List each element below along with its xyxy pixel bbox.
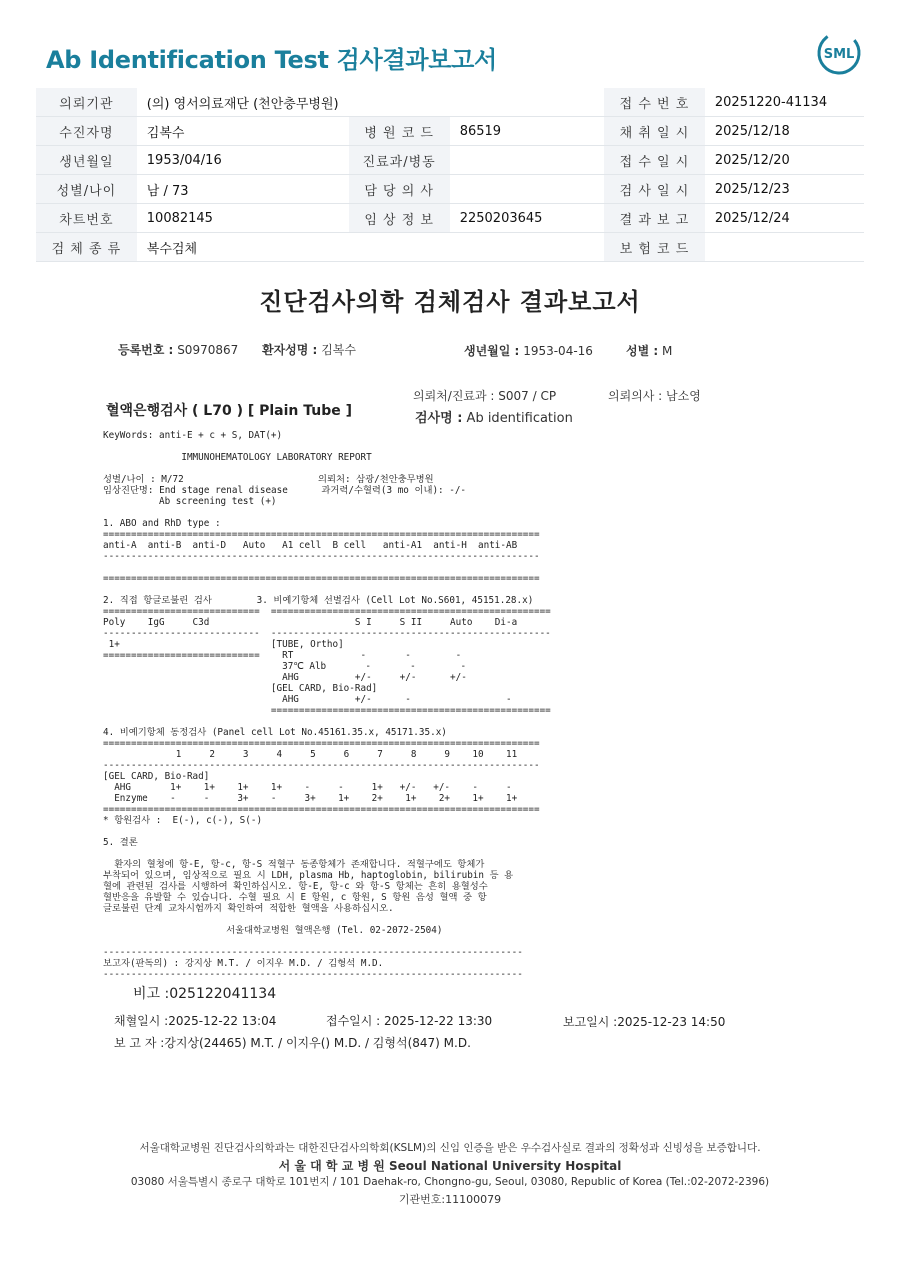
info-row xyxy=(36,146,864,175)
info-label: 검 사 일 시 xyxy=(604,175,705,204)
info-label xyxy=(349,233,450,262)
info-label: 검 체 종 류 xyxy=(36,233,137,262)
info-label: 생년월일 xyxy=(36,146,137,175)
info-value: 2025/12/20 xyxy=(705,146,864,175)
page-title: Ab Identification Test 검사결과보고서 xyxy=(46,46,497,74)
info-value: 남 / 73 xyxy=(137,175,349,204)
requesting-doctor: 의뢰의사 : 남소영 xyxy=(608,389,701,403)
info-value xyxy=(450,175,604,204)
received-time: 접수일시 : 2025-12-22 13:30 xyxy=(326,1014,493,1028)
footer-address: 03080 서울특별시 종로구 대학로 101번지 / 101 Daehak-ro, Chongno-gu, Seoul, 03080, Republic of Korea (Tel.:02-2072-2396) xyxy=(130,1176,770,1188)
info-value: 2250203645 xyxy=(450,204,604,233)
info-label: 결 과 보 고 xyxy=(604,204,705,233)
reported-time: 보고일시 :2025-12-23 14:50 xyxy=(563,1015,726,1029)
info-value: (의) 영서의료재단 (천안충무병원) xyxy=(137,88,349,117)
info-label: 차트번호 xyxy=(36,204,137,233)
patient-info-table xyxy=(36,88,864,262)
footer-institution-code: 기관번호:11100079 xyxy=(398,1193,502,1206)
footer-certification: 서울대학교병원 진단검사의학과는 대한진단검사의학회(KSLM)의 신임 인증을 받은 우수검사실로 결과의 정확성과 신빙성을 보증합니다. xyxy=(139,1142,761,1154)
birth-date: 생년월일 : 1953-04-16 xyxy=(464,344,593,358)
footer-hospital: 서 울 대 학 교 병 원 Seoul National University Hospital xyxy=(278,1159,622,1173)
info-value xyxy=(450,88,604,117)
reporters: 보 고 자 :강지상(24465) M.T. / 이지우() M.D. / 김형석(847) M.D. xyxy=(114,1036,471,1050)
collected-time: 채혈일시 :2025-12-22 13:04 xyxy=(114,1014,277,1028)
remark: 비고 :025122041134 xyxy=(133,986,277,1002)
info-label: 병 원 코 드 xyxy=(349,117,450,146)
section-title: 혈액은행검사 ( L70 ) [ Plain Tube ] xyxy=(106,403,353,419)
info-value: 1953/04/16 xyxy=(137,146,349,175)
info-label: 성별/나이 xyxy=(36,175,137,204)
info-value: 86519 xyxy=(450,117,604,146)
info-label: 담 당 의 사 xyxy=(349,175,450,204)
info-label: 임 상 정 보 xyxy=(349,204,450,233)
info-label: 채 취 일 시 xyxy=(604,117,705,146)
test-name: 검사명 : Ab identification xyxy=(415,411,573,426)
report-title: 진단검사의학 검체검사 결과보고서 xyxy=(259,288,641,316)
info-row xyxy=(36,117,864,146)
info-label: 수진자명 xyxy=(36,117,137,146)
info-value xyxy=(705,233,864,262)
info-label: 의뢰기관 xyxy=(36,88,137,117)
info-label: 접 수 번 호 xyxy=(604,88,705,117)
info-value: 2025/12/23 xyxy=(705,175,864,204)
patient-name: 환자성명 : 김복수 xyxy=(262,343,356,357)
info-value: 2025/12/24 xyxy=(705,204,864,233)
lab-report-body: KeyWords: anti-E + c + S, DAT(+) IMMUNOHEMATOLOGY LABORATORY REPORT 성별/나이 : M/72 의뢰처: 삼광/천안충무병원 임상진단명: End stage renal disease 과거력/수혈력(3 mo 이내): -/- Ab screening test (+) 1. ABO and RhD type : ============================================================================== anti-A anti-B anti-D Auto A1 cell B cell anti-A1 anti-H anti-AB ------------------------------------------------------------------------------ ============================================================================== 2. 직접 항글로불린 검사 3. 비예기항체 선별검사 (Cell Lot No.S601, 45151.28.x) ============================ ================================================== Poly IgG C3d S I S II Auto Di-a ---------------------------- -------------------------------------------------- 1+ [TUBE, Ortho] ============================ RT - - - 37℃ Alb - - - AHG +/- +/- +/- [GEL CARD, Bio-Rad] AHG +/- - - ================================================== 4. 비예기항체 동정검사 (Panel cell Lot No.45161.35.x, 45171.35.x) ============================================================================== 1 2 3 4 5 6 7 8 9 10 11 ------------------------------------------------------------------------------ [GEL CARD, Bio-Rad] AHG 1+ 1+ 1+ 1+ - - 1+ +/- +/- - - Enzyme - - 3+ - 3+ 1+ 2+ 1+ 2+ 1+ 1+ ============================================================================== * 항원검사 : E(-), c(-), S(-) 5. 결론 환자의 혈청에 항-E, 항-c, 항-S 적혈구 동종항체가 존재합니다. 적혈구에도 항체가 부착되어 있으며, 임상적으로 필요 시 LDH, plasma Hb, haptoglobin, bilirubin 등 용 혈에 관련된 검사를 시행하여 확인하십시오. 항-E, 항-c 와 항-S 항체는 흔히 용혈성수 혈반응을 유발할 수 있습니다. 수혈 필요 시 E 항원, c 항원, S 항원 음성 혈액 중 항 글로불린 단계 교차시험까지 확인하여 적합한 혈액을 사용하십시오. 서울대학교병원 혈액은행 (Tel. 02-2072-2504) --------------------------------------------------------------------------- 보고자(판독의) : 강지상 M.T. / 이지우 M.D. / 김형석 M.D. --------------------------------------------------------------------------- xyxy=(103,430,551,980)
info-label xyxy=(349,88,450,117)
info-value: 복수검체 xyxy=(137,233,349,262)
info-label: 접 수 일 시 xyxy=(604,146,705,175)
logo-text: SML xyxy=(823,47,855,62)
info-value xyxy=(450,233,604,262)
info-row xyxy=(36,175,864,204)
sml-logo xyxy=(816,30,862,76)
info-label: 보 험 코 드 xyxy=(604,233,705,262)
info-value: 2025/12/18 xyxy=(705,117,864,146)
info-label: 진료과/병동 xyxy=(349,146,450,175)
info-row xyxy=(36,233,864,262)
registration-number: 등록번호 : S0970867 xyxy=(118,343,239,357)
info-value: 김복수 xyxy=(137,117,349,146)
info-value: 10082145 xyxy=(137,204,349,233)
info-row xyxy=(36,88,864,117)
sex: 성별 : M xyxy=(626,344,673,358)
info-value xyxy=(450,146,604,175)
info-row xyxy=(36,204,864,233)
requesting-department: 의뢰처/진료과 : S007 / CP xyxy=(413,389,557,403)
info-value: 20251220-41134 xyxy=(705,88,864,117)
